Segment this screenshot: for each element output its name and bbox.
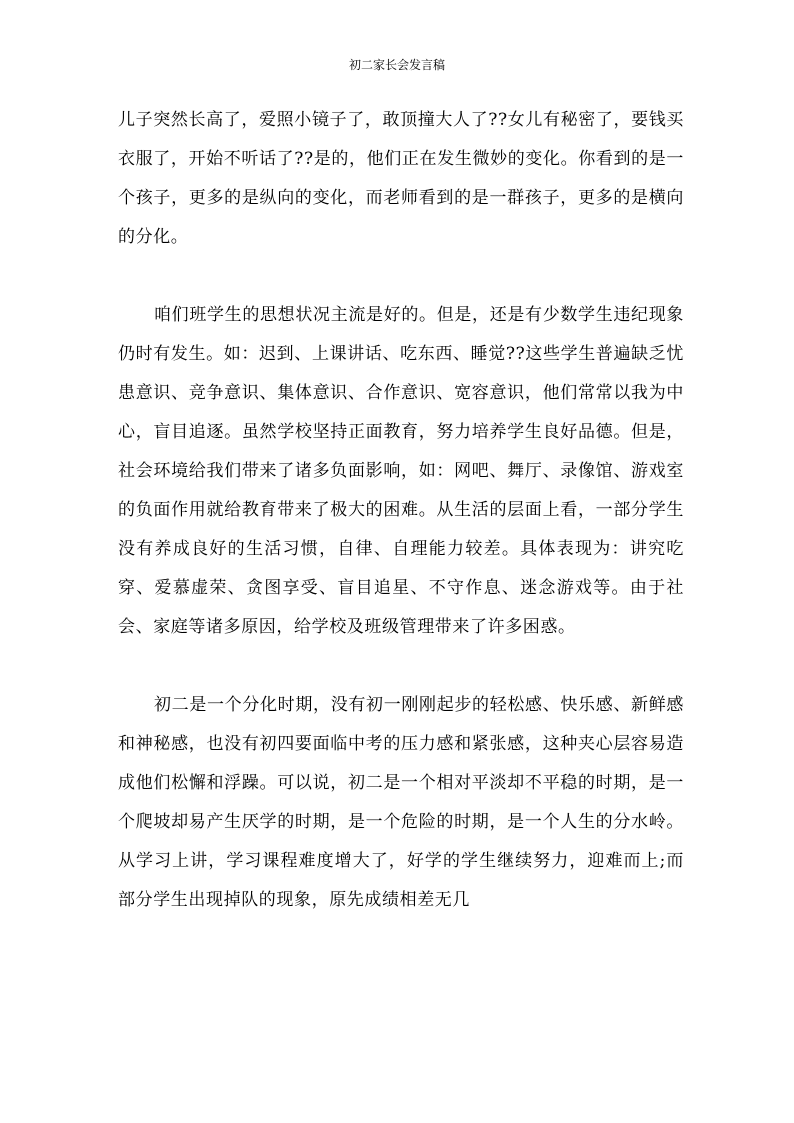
document-body xyxy=(118,101,684,920)
paragraph-2: 咱们班学生的思想状况主流是好的。但是，还是有少数学生违纪现象仍时有发生。如：迟到、上课讲话、吃东西、睡觉??这些学生普遍缺乏忧患意识、竞争意识、集体意识、合作意识、宽容意识，他们常常以我为中心，盲目追逐。虽然学校坚持正面教育，努力培养学生良好品德。但是，社会环境给我们带来了诸多负面影响，如：网吧、舞厅、录像馆、游戏室的负面作用就给教育带来了极大的困难。从生活的层面上看，一部分学生没有养成良好的生活习惯，自律、自理能力较差。具体表现为：讲究吃穿、爱慕虚荣、贪图享受、盲目追星、不守作息、迷念游戏等。由于社会、家庭等诸多原因，给学校及班级管理带来了许多困惑。 xyxy=(118,305,684,637)
paragraph-1: 儿子突然长高了，爱照小镜子了，敢顶撞大人了??女儿有秘密了，要钱买衣服了，开始不听话了??是的，他们正在发生微妙的变化。你看到的是一个孩子，更多的是纵向的变化，而老师看到的是一群孩子，更多的是横向的分化。 xyxy=(118,110,684,247)
paragraph-3: 初二是一个分化时期，没有初一刚刚起步的轻松感、快乐感、新鲜感和神秘感，也没有初四要面临中考的压力感和紧张感，这种夹心层容易造成他们松懈和浮躁。可以说，初二是一个相对平淡却不平稳的时期，是一个爬坡却易产生厌学的时期，是一个危险的时期，是一个人生的分水岭。从学习上讲，学习课程难度增大了，好学的学生继续努力，迎难而上;而部分学生出现掉队的现象，原先成绩相差无几 xyxy=(118,695,684,910)
page-header-title: 初二家长会发言稿 xyxy=(348,58,445,72)
